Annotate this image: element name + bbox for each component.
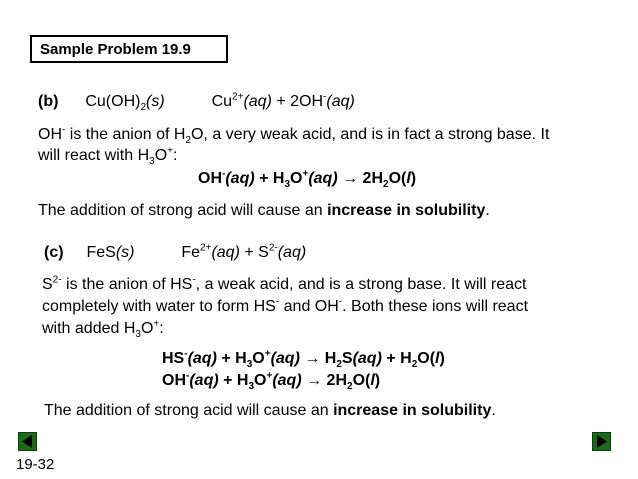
part-b-text-line-2: will react with $H_3O^+$: [38, 145, 178, 168]
title-box [30, 35, 228, 63]
part-c-text-line-3: with added $H_3O^+$: [42, 318, 164, 341]
previous-slide-button[interactable] [18, 432, 37, 451]
part-c-equation-2: $OH^-(aq) + H_3O^+(aq) \to 2H_2O(l)$ [162, 370, 381, 393]
part-c-reaction: (c) FeS(s) $Fe^{2+}(aq) + S^{2-}(aq)$ [44, 242, 307, 261]
part-c-conclusion: The addition of strong acid will cause an increase in solubility. [44, 402, 496, 419]
part-c-text-line-1: $S^{2-}$ is the anion of HS-, a weak acid, and is a strong base. It will react [42, 274, 527, 293]
page-number: 19-32 [16, 456, 55, 473]
part-c-label: (c) [44, 244, 64, 261]
left-arrow-icon [19, 433, 36, 450]
part-c-equation-1: $HS^-(aq) + H_3O^+(aq) \to H_2S(aq) + H_2O(l)$ [162, 348, 445, 371]
sample-problem-title: Sample Problem 19.9 [40, 41, 191, 58]
next-slide-button[interactable] [592, 432, 611, 451]
part-c-text-line-2: completely with water to form HS- and OH-. Both these ions will react [42, 296, 529, 315]
part-b-reaction: (b) $Cu(OH)_2(s) Cu^{2+}(aq) + 2OH^-(aq)$ [38, 91, 355, 114]
part-b-label: (b) [38, 93, 59, 110]
part-b-equation: $OH^-(aq) + H_3O^+(aq) \to 2H_2O(l)$ [198, 168, 417, 191]
part-b-text-line-1: OH- is the anion of $H_2O$, a very weak acid, and is in fact a strong base. It [38, 124, 550, 147]
part-b-conclusion: The addition of strong acid will cause an increase in solubility. [38, 202, 490, 219]
right-arrow-icon [593, 433, 610, 450]
